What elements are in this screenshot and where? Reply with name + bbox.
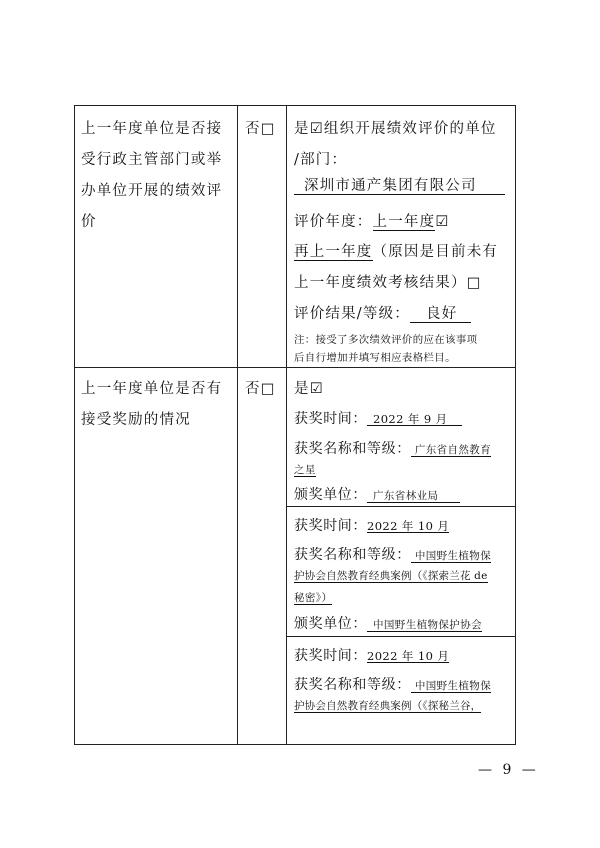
- row1-answer: [294, 106, 516, 367]
- result-label: 评价结果/等级：: [294, 306, 410, 322]
- year-value: 上一年度: [372, 214, 436, 230]
- award-name-continued: [294, 592, 332, 605]
- no-label: 否: [245, 381, 261, 397]
- award-name-line: [294, 438, 491, 458]
- row2-question-line: 上一年度单位是否有: [81, 381, 223, 397]
- row1-no-option[interactable]: [245, 117, 276, 138]
- yes-line: [294, 377, 324, 398]
- yes-label: 是: [294, 121, 310, 137]
- award-issuer-value: 中国野生植物保护协会: [367, 620, 482, 632]
- award-block-3: [294, 636, 516, 746]
- performance-table: [74, 105, 516, 745]
- checkbox-checked-icon[interactable]: ☑: [309, 381, 324, 397]
- award-name-value: 护协会自然教育经典案例（《探秘兰谷，: [294, 700, 482, 712]
- org-label-line2: /部门：: [294, 152, 348, 168]
- award-time-line: [294, 408, 462, 428]
- award-time-value: 2022 年 10 月: [367, 649, 450, 663]
- award-name-value: 中国野生植物保: [411, 681, 491, 693]
- prev-year-reason-line2: 上一年度绩效考核结果）: [294, 275, 467, 291]
- note-line: 后自行增加并填写相应表格栏目。: [294, 352, 456, 364]
- org-value: 深圳市通产集团有限公司: [294, 179, 505, 195]
- award-issuer-line: [294, 613, 482, 633]
- award-issuer-label: 颁奖单位：: [294, 487, 367, 503]
- row1-question-line: 受行政主管部门或举: [81, 152, 223, 168]
- org-label: 组织开展绩效评价的单位: [323, 121, 497, 137]
- award-block-2: [294, 506, 516, 636]
- row1-question-line: 价: [81, 214, 97, 230]
- award-time-line: [294, 515, 449, 535]
- no-label: 否: [245, 121, 261, 137]
- award-name-value: 护协会自然教育经典案例（《探索兰花 de: [294, 570, 488, 582]
- award-time-line: [294, 645, 449, 665]
- award-name-label: 获奖名称和等级：: [294, 441, 411, 457]
- checkbox-checked-icon[interactable]: ☑: [309, 121, 324, 137]
- award-name-continued: [294, 464, 316, 477]
- award-name-value: 中国野生植物保: [411, 551, 491, 563]
- award-issuer-value: 广东省林业局: [367, 491, 460, 503]
- award-time-label: 获奖时间：: [294, 518, 367, 534]
- page-number: — 9 —: [478, 762, 539, 778]
- row2-no-option[interactable]: [245, 377, 276, 398]
- award-name-line: [294, 544, 491, 564]
- award-name-value: 广东省自然教育: [411, 445, 491, 457]
- award-issuer-label: 颁奖单位：: [294, 616, 367, 632]
- prev-year-label: 再上一年度: [294, 244, 373, 260]
- row1-question-line: 上一年度单位是否接: [81, 121, 223, 137]
- award-block-1: [294, 367, 516, 506]
- prev-year-line: [294, 240, 498, 261]
- column-divider-2: [286, 106, 287, 744]
- row1-question: [81, 106, 235, 367]
- award-time-label: 获奖时间：: [294, 648, 367, 664]
- award-name-continued: [294, 700, 481, 713]
- checkbox-empty-icon[interactable]: □: [466, 275, 482, 291]
- year-line: [294, 210, 450, 231]
- checkbox-empty-icon[interactable]: □: [260, 381, 276, 397]
- award-name-value: 秘密》）: [294, 592, 333, 604]
- prev-year-reason: （原因是目前未有: [372, 244, 499, 260]
- org-value-line: [294, 178, 505, 195]
- checkbox-checked-icon[interactable]: ☑: [435, 214, 450, 230]
- award-name-value: 之星: [294, 464, 316, 476]
- award-name-continued: [294, 570, 488, 583]
- yes-org-line: [294, 117, 497, 138]
- award-issuer-line: [294, 484, 460, 504]
- row2-question-line: 接受奖励的情况: [81, 412, 191, 428]
- result-value: 良好: [410, 307, 471, 323]
- award-name-line: [294, 674, 491, 694]
- column-divider-1: [237, 106, 238, 744]
- row1-question-line: 办单位开展的绩效评: [81, 183, 223, 199]
- yes-label: 是: [294, 381, 310, 397]
- year-label: 评价年度：: [294, 214, 373, 230]
- prev-year-reason-line: [294, 271, 482, 292]
- award-name-label: 获奖名称和等级：: [294, 677, 411, 693]
- note-line: 注：接受了多次绩效评价的应在该事项: [294, 334, 478, 346]
- award-time-label: 获奖时间：: [294, 411, 367, 427]
- award-time-value: 2022 年 9 月: [367, 413, 462, 426]
- award-time-value: 2022 年 10 月: [367, 519, 450, 533]
- checkbox-empty-icon[interactable]: □: [260, 121, 276, 137]
- award-name-label: 获奖名称和等级：: [294, 547, 411, 563]
- result-line: [294, 302, 471, 323]
